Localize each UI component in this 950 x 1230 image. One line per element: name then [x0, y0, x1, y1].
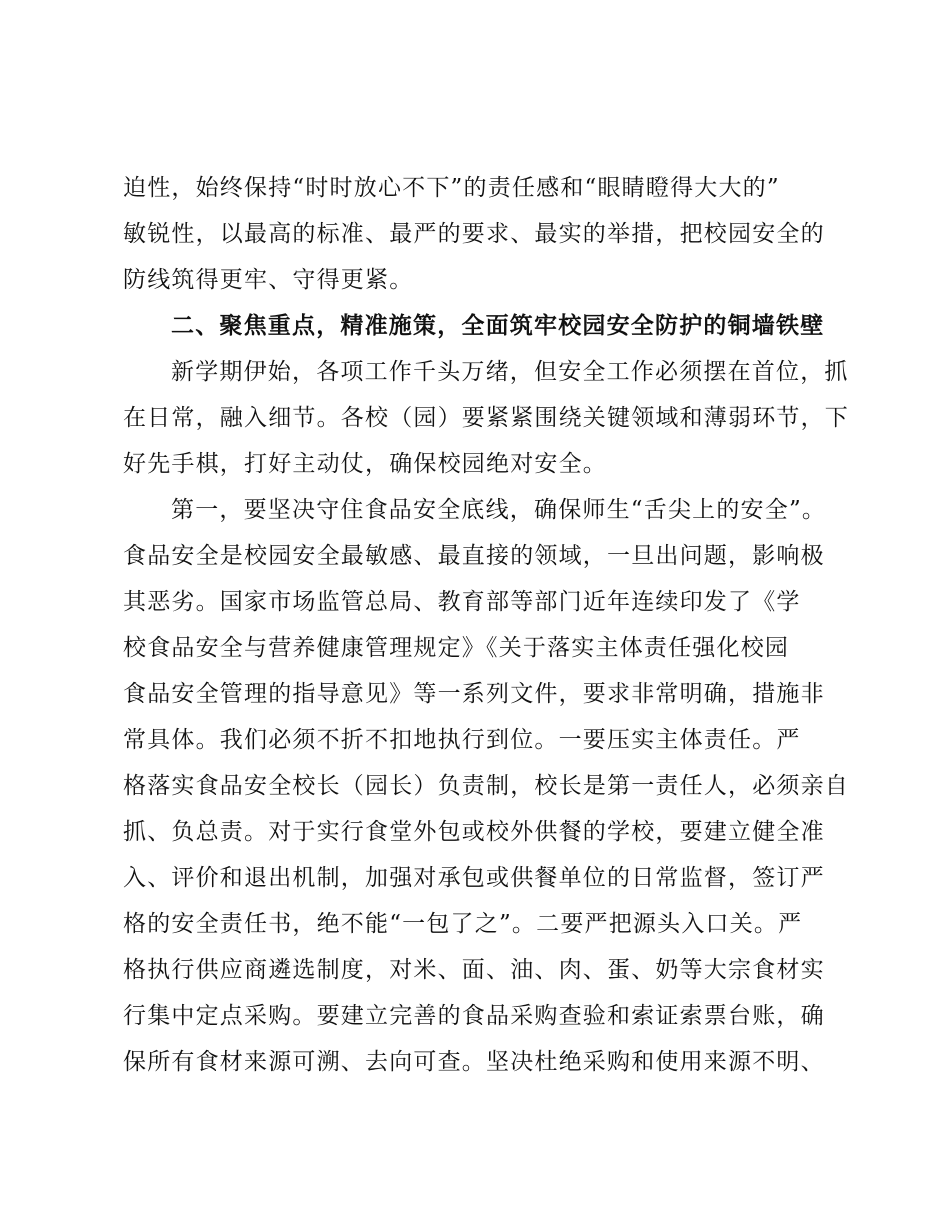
text-line: 第一，要坚决守住食品安全底线，确保师生“舌尖上的安全”。 [171, 497, 827, 523]
section-heading-text: 二、聚焦重点，精准施策，全面筑牢校园安全防护的铜墙铁壁 [171, 313, 825, 339]
text-line: 食品安全管理的指导意见》等一系列文件，要求非常明确，措施非 [123, 681, 825, 707]
paragraph-intro [123, 349, 849, 487]
text-line: 格落实食品安全校长（园长）负责制，校长是第一责任人，必须亲自 [123, 773, 849, 799]
document-body [123, 165, 849, 1085]
text-line: 保所有食材来源可溯、去向可查。坚决杜绝采购和使用来源不明、 [123, 1049, 825, 1075]
text-line: 在日常，融入细节。各校（园）要紧紧围绕关键领域和薄弱环节，下 [123, 405, 849, 431]
text-line: 格执行供应商遴选制度，对米、面、油、肉、蛋、奶等大宗食材实 [123, 957, 825, 983]
text-line: 抓、负总责。对于实行食堂外包或校外供餐的学校，要建立健全准 [123, 819, 825, 845]
text-line: 新学期伊始，各项工作千头万绪，但安全工作必须摆在首位，抓 [171, 359, 849, 385]
text-line: 迫性，始终保持“时时放心不下”的责任感和“眼睛瞪得大大的” [123, 175, 780, 201]
text-line: 入、评价和退出机制，加强对承包或供餐单位的日常监督，签订严 [123, 865, 825, 891]
paragraph-continuation [123, 165, 833, 303]
text-line: 好先手棋，打好主动仗，确保校园绝对安全。 [123, 451, 607, 477]
paragraph-food-safety [123, 487, 849, 1085]
text-line: 格的安全责任书，绝不能“一包了之”。二要严把源头入口关。严 [123, 911, 803, 937]
text-line: 敏锐性，以最高的标准、最严的要求、最实的举措，把校园安全的 [123, 221, 825, 247]
text-line: 防线筑得更牢、守得更紧。 [123, 267, 414, 293]
text-line: 其恶劣。国家市场监管总局、教育部等部门近年连续印发了《学 [123, 589, 801, 615]
text-line: 校食品安全与营养健康管理规定》《关于落实主体责任强化校园 [123, 635, 790, 661]
text-line: 食品安全是校园安全最敏感、最直接的领域，一旦出问题，影响极 [123, 543, 825, 569]
text-line: 常具体。我们必须不折不扣地执行到位。一要压实主体责任。严 [123, 727, 801, 753]
section-heading [123, 303, 833, 349]
text-line: 行集中定点采购。要建立完善的食品采购查验和索证索票台账，确 [123, 1003, 825, 1029]
